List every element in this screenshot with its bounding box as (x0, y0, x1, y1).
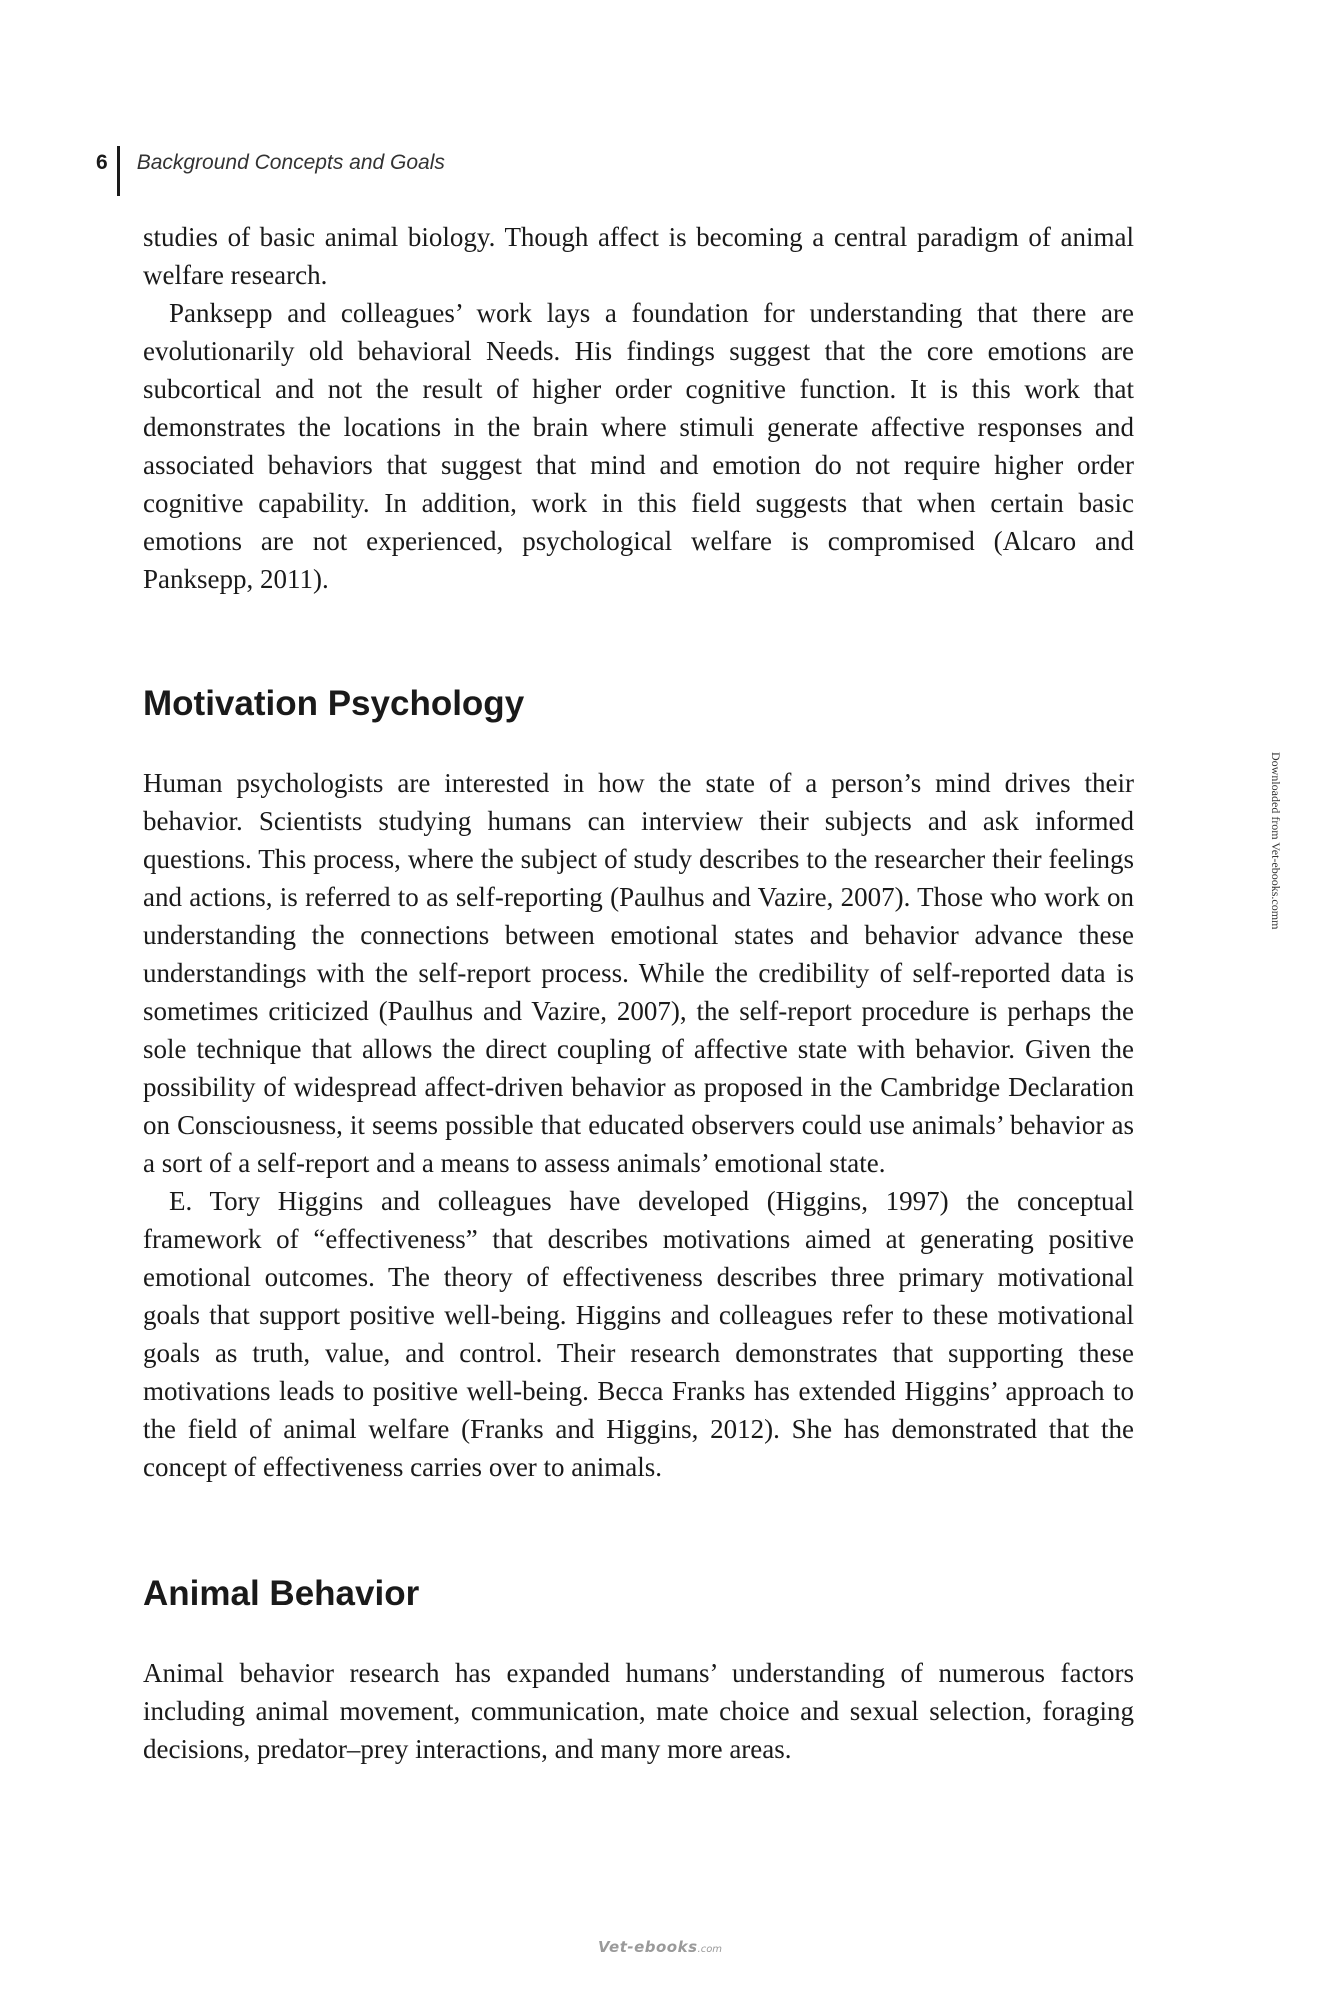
paragraph-animal-behavior: Animal behavior research has expanded humans’ understanding of numerous factors including animal movement, communication, mate choice and sexual selection, foraging decisions, predator–prey interactions, and many more areas. (143, 1658, 1134, 1764)
section-heading-motivation-psychology: Motivation Psychology (143, 684, 525, 723)
download-source-note: Downloaded from Vet-ebooks.comm (1269, 752, 1283, 930)
page-body (143, 218, 1134, 1768)
page-number: 6 (96, 151, 108, 174)
chapter-title: Background Concepts and Goals (136, 151, 445, 174)
paragraph-intro-continued: studies of basic animal biology. Though affect is becoming a central paradigm of animal welfare research. (143, 222, 1134, 290)
watermark-main-text: Vet-ebooks (598, 1938, 698, 1956)
running-head (96, 146, 445, 196)
paragraph-human-psychologists: Human psychologists are interested in how the state of a person’s mind drives their behavior. Scientists studying humans can interview their subjects and ask informed questions. This process, where the subject of study describes to the researcher their feelings and actions, is referred to as self-reporting (Paulhus and Vazire, 2007). Those who work on understanding the connections between emotional states and behavior advance these understandings with the self-report process. While the credibility of self-reported data is sometimes criticized (Paulhus and Vazire, 2007), the self-report procedure is perhaps the sole technique that allows the direct coupling of affective state with behavior. Given the possibility of widespread affect-driven behavior as proposed in the Cambridge Declaration on Consciousness, it seems possible that educated observers could use animals’ behavior as a sort of a self-report and a means to assess animals’ emotional state. (143, 768, 1134, 1178)
section-heading-animal-behavior: Animal Behavior (143, 1574, 420, 1613)
watermark-logo (598, 1938, 722, 1956)
paragraph-higgins: E. Tory Higgins and colleagues have developed (Higgins, 1997) the conceptual framework of “effectiveness” that describes motivations aimed at generating positive emotional outcomes. The theory of effectiveness describes three primary motivational goals that support positive well-being. Higgins and colleagues refer to these motivational goals as truth, value, and control. Their research demonstrates that supporting these motivations leads to positive well-being. Becca Franks has extended Higgins’ approach to the field of animal welfare (Franks and Higgins, 2012). She has demonstrated that the concept of effectiveness carries over to animals. (143, 1186, 1134, 1482)
header-divider (117, 146, 120, 196)
paragraph-panksepp: Panksepp and colleagues’ work lays a foundation for understanding that there are evolutionarily old behavioral Needs. His findings suggest that the core emotions are subcortical and not the result of higher order cognitive function. It is this work that demonstrates the locations in the brain where stimuli generate affective responses and associated behaviors that suggest that mind and emotion do not require higher order cognitive capability. In addition, work in this field suggests that when certain basic emotions are not experienced, psychological welfare is compromised (Alcaro and Panksepp, 2011). (143, 298, 1134, 594)
watermark-domain-text: .com (697, 1944, 723, 1955)
